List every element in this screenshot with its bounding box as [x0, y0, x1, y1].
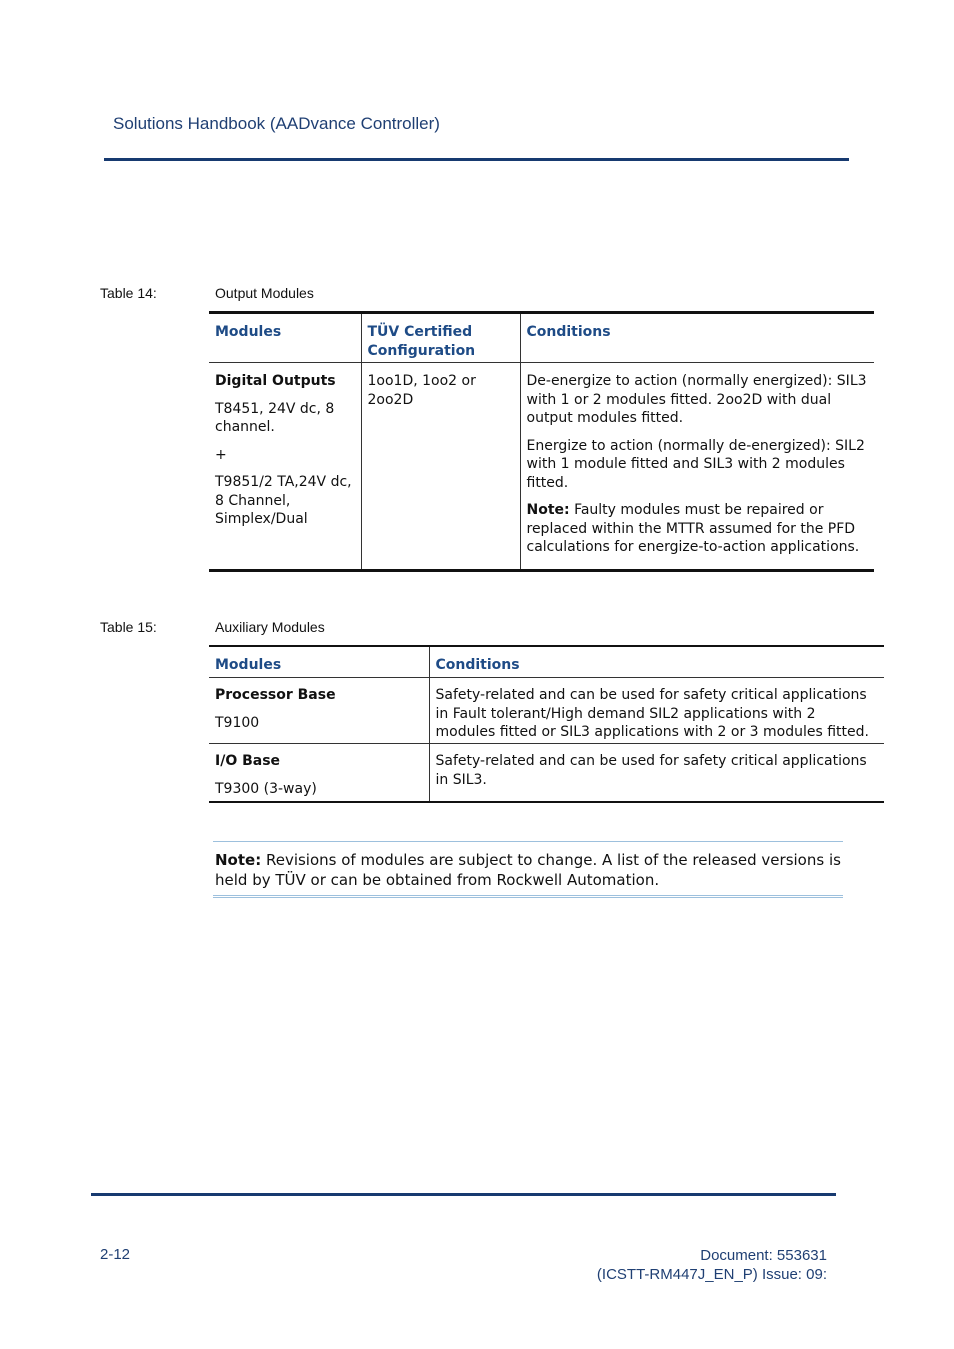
condition-note — [527, 501, 869, 557]
table15-title: Auxiliary Modules — [215, 619, 325, 635]
condition-text: Safety-related and can be used for safety critical applications in Fault tolerant/High demand SIL2 applications with 2 modules fitted or SIL3 applications with 2 or 3 modules fitted. — [435, 687, 869, 740]
table-row — [209, 678, 884, 744]
auxiliary-modules-table — [209, 645, 884, 803]
document-issue: (ICSTT-RM447J_EN_P) Issue: 09: — [596, 1266, 827, 1283]
note-label: Note: — [215, 851, 262, 869]
condition-text: Energize to action (normally de-energized): SIL2 with 1 module fitted and SIL3 with 2 modules fitted. — [526, 437, 865, 491]
column-header-conditions: Conditions — [429, 646, 884, 678]
note-text: Faulty modules must be repaired or replaced within the MTTR assumed for the PFD calculations for energize-to-action applications. — [526, 502, 860, 555]
table-header-row — [209, 646, 884, 678]
footer-divider — [91, 1193, 836, 1196]
note-text: Revisions of modules are subject to change. A list of the released versions is held by TÜV or can be obtained from Rockwell Automation. — [215, 851, 841, 889]
page-number: 2-12 — [100, 1246, 131, 1263]
module-description: T9851/2 TA,24V dc, 8 Channel, Simplex/Dual — [215, 474, 352, 527]
configuration-text: 1oo1D, 1oo2 or 2oo2D — [367, 373, 476, 408]
header-divider — [104, 158, 849, 161]
column-header-modules: Modules — [209, 313, 361, 363]
module-name: Digital Outputs — [215, 373, 336, 389]
conditions-cell — [429, 744, 884, 803]
condition-text: Safety-related and can be used for safety critical applications in SIL3. — [435, 753, 867, 788]
table-header-row — [209, 313, 874, 363]
table15-label: Table 15: — [100, 619, 157, 635]
module-code: T9100 — [215, 714, 260, 731]
module-plus: + — [215, 446, 227, 463]
modules-cell — [209, 678, 429, 744]
table-row — [209, 744, 884, 803]
document-number: Document: 553631 — [700, 1247, 827, 1264]
configuration-cell — [361, 363, 520, 571]
module-name: I/O Base — [215, 753, 281, 769]
table14-label: Table 14: — [100, 285, 157, 301]
column-header-conditions: Conditions — [520, 313, 874, 363]
conditions-cell — [429, 678, 884, 744]
note-label: Note: — [526, 502, 570, 518]
module-name: Processor Base — [215, 687, 336, 703]
page-header-title: Solutions Handbook (AADvance Controller) — [113, 114, 440, 133]
document-reference — [597, 1246, 827, 1284]
revision-note — [213, 841, 843, 898]
condition-text: De-energize to action (normally energized): SIL3 with 1 or 2 modules fitted. 2oo2D with dual output modules fitted. — [526, 373, 867, 426]
column-header-configuration: TÜV Certified Configuration — [361, 313, 520, 363]
modules-cell — [209, 363, 361, 571]
module-description: T8451, 24V dc, 8 channel. — [215, 400, 335, 435]
module-code: T9300 (3-way) — [215, 780, 317, 797]
modules-cell — [209, 744, 429, 803]
table14-title: Output Modules — [215, 285, 314, 301]
column-header-modules: Modules — [209, 646, 429, 678]
output-modules-table — [209, 311, 874, 572]
conditions-cell — [520, 363, 874, 571]
table-row — [209, 363, 874, 571]
